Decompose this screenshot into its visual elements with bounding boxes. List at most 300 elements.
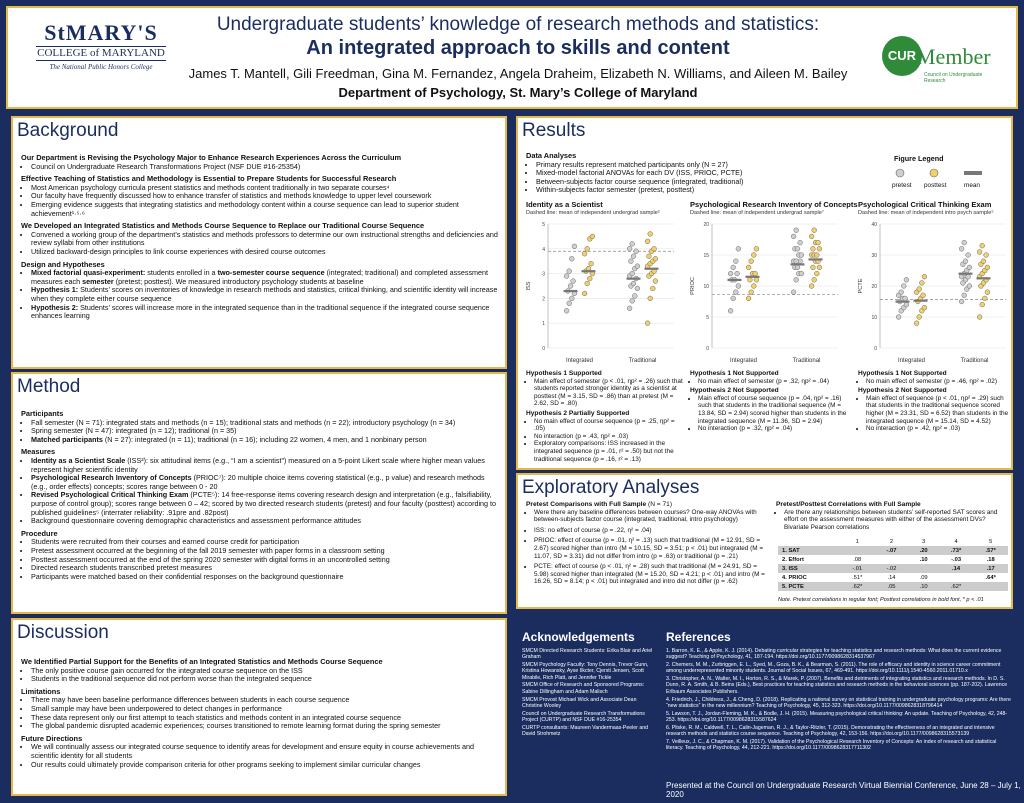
y-axis-label: PCTE [858, 278, 864, 294]
table-cell: .10 [919, 556, 928, 563]
poster-title-line1: Undergraduate students’ knowledge of research methods and statistics: [216, 14, 820, 35]
pretest-point [967, 284, 972, 289]
list-item: SMCM Directed Research Students: Erika Blair and Ariel Graham [522, 648, 653, 661]
pretest-point [966, 253, 971, 258]
posttest-point [982, 296, 987, 301]
posttest-point [753, 271, 758, 276]
table-cell: .17 [973, 564, 1008, 573]
pretest-point [627, 306, 632, 311]
list-item: • Posttest assessment occurred at the end of the spring 2020 semester with digital forms in an uncontrolled setting [31, 556, 501, 565]
background-list-2 [31, 184, 501, 218]
pcte-scatter-plot [854, 218, 1014, 368]
table-cell [908, 564, 938, 573]
pretest-point [735, 271, 740, 276]
table-cell [939, 573, 974, 582]
pretest-comparisons-list [534, 509, 768, 586]
measure-text: (ISS²): six attitudinal items (e.g., “I am a scientist”) measured on a 5-point Likert scale where higher mean values represent higher scientific identity [31, 455, 485, 474]
posttest-mean-bar [645, 268, 659, 270]
pretest-point [635, 286, 640, 291]
figure-legend-title: Figure Legend [894, 154, 944, 163]
pretest-point [736, 246, 741, 251]
design-text-e: semester [82, 276, 114, 286]
posttest-point [582, 251, 587, 256]
posttest-point [817, 246, 822, 251]
pretest-point [627, 246, 632, 251]
reference-item: 5. Lawson, T. J., Jordan-Fleming, M. K., & Bodle, J. H. (2015). Measuring psychological critical thinking: An update. Teaching of Psychology, 42, 248-253. https://doi.org/10.1177/0098628315587624 [666, 710, 1008, 723]
pretest-point [733, 259, 738, 264]
table-note: Note. Pretest correlations in regular font; Posttest correlations in bold font, * p < .01 [778, 597, 984, 603]
posttest-point [645, 321, 650, 326]
references-list [666, 648, 1014, 753]
list-item: • No interaction (p = .43, ηp² = .03) [534, 433, 684, 441]
list-item: • These data represent only our first attempt to teach statistics and methods content in an integrated course sequence [31, 714, 501, 723]
background-list-1 [31, 163, 501, 172]
posttest-point [921, 293, 926, 298]
list-item: • PRIOC: effect of course (p = .01, η² = .13) such that traditional (M = 12.91, SD = 2.67) scored higher than intro (M = 10.15, SD = 3.51; p < .01) but integrated (M = 11.07, SD = 3.31) did not differ from intro (p = .63) or traditional (p = .21) [534, 537, 768, 560]
list-item: • Directed research students transcribed pretest measures [31, 564, 501, 573]
background-heading-3: We Developed an Integrated Statistics and Methods Course Sequence to Replace our Traditional Course Sequence [21, 221, 425, 231]
design-label: Mixed factorial quasi-experiment: [31, 268, 146, 278]
list-item: • The global pandemic disrupted academic experiences; courses transitioned to remote learning format during the spring semester [31, 722, 501, 731]
y-tick-label: 10 [703, 284, 709, 290]
discussion-heading-2: Limitations [21, 686, 61, 696]
posttest-point [977, 315, 982, 320]
table-cell: -.02 [875, 564, 909, 573]
table-cell: .51* [852, 574, 863, 581]
posttest-point [811, 265, 816, 270]
legend-pretest-label: pretest [892, 182, 912, 189]
pretest-point [630, 241, 635, 246]
table-row [778, 573, 1008, 582]
design-text-d: (integrated; traditional) and completed assessment measures each [31, 268, 489, 286]
discussion-list-3 [31, 743, 501, 769]
acknowledgements-list [522, 648, 658, 739]
pretest-comparisons-heading [526, 501, 768, 509]
pretest-point [564, 274, 569, 279]
table-row-label: 2. Effort [782, 556, 804, 563]
posttest-mean-bar [809, 258, 823, 260]
table-header-cell [778, 537, 840, 546]
matched-label: Matched participants [31, 434, 103, 444]
list-item: • Main effect of sequence (p < .01, ηp² = .29) such that students in the traditional sequence scored higher (M = 23.31, SD = 6.52) than students in the integrated sequence (M = 15.14, SD = 4.52) [866, 395, 1010, 425]
pretest-point [904, 277, 909, 282]
plot3-h2: Hypothesis 2 Not Supported [858, 387, 947, 395]
background-title: Background [17, 120, 119, 141]
list-item: Council on Undergraduate Research Transformations Project (CURTP) and NSF DUE #16-25354 [522, 710, 645, 723]
posttest-point [977, 250, 982, 255]
y-tick-label: 10 [871, 315, 877, 321]
list-item: • Students in the traditional sequence did not perform worse than the integrated sequence [31, 675, 501, 684]
method-content [21, 406, 501, 581]
list-item: • Fall semester (N = 71): integrated stats and methods (n = 15); traditional stats and methods (n = 22); introductory psychology (n = 34) [31, 419, 501, 428]
x-category-label: Integrated [729, 358, 758, 364]
table-row-label: 1. SAT [778, 546, 840, 555]
pretest-comparisons [526, 501, 768, 586]
figure-legend [888, 166, 998, 180]
method-heading-participants: Participants [21, 409, 64, 418]
posttest-point [585, 281, 590, 286]
list-item [31, 269, 501, 286]
plot2-title: Psychological Research Inventory of Concepts [690, 200, 858, 209]
y-tick-label: 20 [871, 284, 877, 290]
list-item [31, 436, 501, 445]
list-item: • Convened a working group of the department’s statistics and methods professors to determine our own instructional strengths and deficiencies and review syllabi from other institutions [31, 231, 501, 248]
posttest-point [984, 253, 989, 258]
list-item: • Background questionnaire covering demographic characteristics and assessment performance attitudes [31, 517, 501, 526]
list-item [31, 491, 501, 517]
list-item: • Most American psychology curricula present statistics and methods content traditionally in two separate courses⁴ [31, 184, 501, 193]
pretest-point [959, 246, 964, 251]
list-item [31, 286, 501, 303]
posttest-point [809, 234, 814, 239]
table-cell: .64* [985, 574, 996, 581]
correlations-list [784, 509, 1008, 532]
posttest-point [585, 246, 590, 251]
plot1-h1: Hypothesis 1 Supported [526, 370, 602, 377]
correlations-heading: Pretest/Posttest Correlations with Full Sample [776, 501, 921, 508]
table-row [778, 546, 1008, 555]
y-axis-label: PRIOC [690, 277, 696, 295]
list-item: • No interaction (p = .42, ηp² = .03) [866, 425, 1010, 433]
pretest-point [630, 298, 635, 303]
list-item: • No main effect of semester (p = .46, ηp² = .02) [866, 378, 1010, 386]
plot3-h2-list [866, 395, 1010, 433]
hyp2-text: Students’ scores will increase more in the integrated sequence than in the traditional sequence if the integrated course sequence enhances learning [31, 302, 490, 321]
table-cell: .20 [908, 546, 938, 555]
measure-label: Psychological Research Inventory of Concepts [31, 473, 192, 483]
pretest-point [795, 246, 800, 251]
pretest-point [731, 296, 736, 301]
cur-sub-text: Council on Undergraduate Research [924, 72, 983, 84]
pretest-heading-text: Pretest Comparisons with Full Sample [526, 501, 647, 508]
method-panel [11, 372, 507, 614]
authors: James T. Mantell, Gili Freedman, Gina M. Fernandez, Angela Draheim, Elizabeth N. Williams, and Aileen M. Bailey [188, 66, 848, 81]
table-cell: .10 [908, 582, 938, 591]
reference-item: 1. Barron, K. E., & Apple, K. J. (2014). Debating curricular strategies for teaching statistics and research methods: What does the current evidence suggest? Teaching of Psychology, 41, 187-194. https://doi.org/10.1177/0098628314537967 [666, 648, 1002, 661]
list-item: • No interaction (p = .32, ηp² = .04) [698, 425, 850, 433]
list-item: SMCM Provost Michael Wick and Associate Dean Christine Wooley [522, 696, 637, 709]
posttest-point [809, 284, 814, 289]
design-text-c: two-semester course sequence [217, 268, 325, 278]
y-tick-label: 0 [542, 346, 545, 352]
list-item: • Main effect of semester (p < .01, ηp² = .26) such that students reported stronger identity as a scientist at posttest (M = 3.15, SD = .86) than at pretest (M = 2.62, SD = .80) [534, 378, 684, 408]
cur-member-text: Member [916, 44, 991, 69]
posttest-point [985, 265, 990, 270]
posttest-point [922, 305, 927, 310]
list-item: • Were there any baseline differences between courses? One-way ANOVAs with between-subjects factor course (integrated, traditional, intro psychology) [534, 509, 768, 524]
pretest-point [567, 269, 572, 274]
table-header-cell: 5 [989, 538, 993, 545]
posttest-point [746, 265, 751, 270]
list-item: • No main effect of course sequence (p = .25, ηp² = .05) [534, 418, 684, 433]
table-row [778, 555, 1008, 564]
hyp1-label: Hypothesis 1: [31, 285, 79, 295]
posttest-point [647, 254, 652, 259]
discussion-heading-1: We Identified Partial Support for the Benefits of an Integrated Statistics and Methods Course Sequence [21, 657, 383, 666]
results-title: Results [522, 120, 586, 141]
list-item: • No main effect of semester (p = .32, ηp² = .04) [698, 378, 850, 386]
method-title: Method [17, 376, 81, 397]
measure-label: Identity as a Scientist Scale [31, 455, 126, 465]
pretest-point [896, 315, 901, 320]
posttest-point [812, 277, 817, 282]
logo-wordmark: StMARY'S [44, 20, 158, 45]
pretest-point [791, 234, 796, 239]
list-item: • Primary results represent matched participants only (N = 27) [536, 161, 856, 170]
list-item: • Emerging evidence suggests that integrating statistics and methodology content within a course sequence can lead to superior student achievement¹·⁵·⁶ [31, 201, 501, 218]
data-analyses-heading: Data Analyses [526, 151, 577, 160]
table-row-label: 4. PRIOC [782, 574, 807, 581]
pretest-point [731, 265, 736, 270]
list-item: • Our faculty have frequently discussed how to enhance transfer of statistics and methods knowledge to upper level coursework [31, 192, 501, 201]
pretest-point [569, 296, 574, 301]
list-item: • Spring semester (N = 47): integrated (n = 12); traditional (n = 35) [31, 427, 501, 436]
pretest-point [568, 284, 573, 289]
y-tick-label: 30 [871, 253, 877, 259]
pretest-point [631, 281, 636, 286]
list-item: • ISS: no effect of course (p = .22, η² = .04) [534, 527, 768, 535]
posttest-point [648, 232, 653, 237]
reference-item: 3. Christopher, A. N., Walter, M. I., Horton, R. S., & Marek, P. (2007). Benefits and detriments of integrating statistics and research methods. In D. S. Dunn, R. A. Smith, & B. Beins (Eds.), Best practices for teaching statistics and research methods in the behavioral sciences (pp. 187-202). Lawrence Erlbaum Associates Publishers. [666, 676, 1008, 695]
pretest-point [899, 290, 904, 295]
list-item: SMCM Psychology Faculty: Tony Dennis, Trevor Gunn, Kristina Howansky, Ayse Ilkcter, Cjersti Jensen, Scott Mirabile, Rich Platt, and Jennifer Tickle [522, 662, 649, 681]
prioc-scatter-plot [686, 218, 846, 368]
pretest-mean-bar [728, 279, 742, 281]
list-item: • Pretest assessment occurred at the beginning of the fall 2019 semester with paper forms in a classroom setting [31, 547, 501, 556]
list-item: • There may have been baseline performance differences between students in each course sequence [31, 696, 501, 705]
pretest-point [629, 259, 634, 264]
table-cell: .08 [853, 556, 862, 563]
list-item: CURTP consultants: Maureen Vandermaas-Peeler and David Strohmetz [522, 724, 649, 738]
smcm-logo [36, 22, 166, 71]
list-item: • The only positive course gain occurred for the integrated course sequence on the ISS [31, 667, 501, 676]
measure-text: (PCTE⁵): 14 free-response items covering research design and interpretation (e.g., falsifiability, purpose of control group); scores range between 0 – 42; scored by two directed research students (pretest) and four faculty (posttest) according to published guidelines⁵ (interrater reliability: .91pre and .82post) [31, 490, 497, 517]
discussion-list-2 [31, 696, 501, 730]
posttest-point [648, 296, 653, 301]
pretest-point [794, 228, 799, 233]
pretest-point [572, 244, 577, 249]
posttest-point [814, 253, 819, 258]
plot2-h2-list [698, 395, 850, 433]
plot1-h1-list [534, 378, 684, 408]
plot1-subtitle: Dashed line: mean of independent undergrad sample² [526, 210, 660, 216]
department: Department of Psychology, St. Mary’s College of Maryland [338, 85, 698, 100]
pretest-point [962, 293, 967, 298]
x-category-label: Traditional [792, 358, 821, 364]
pretest-point [794, 259, 799, 264]
method-heading-measures: Measures [21, 447, 56, 457]
posttest-mean-bar [746, 276, 760, 278]
posttest-point [812, 228, 817, 233]
table-cell: .14 [939, 564, 974, 573]
pretest-point [635, 264, 640, 269]
hyp2-label: Hypothesis 2: [31, 302, 79, 312]
exploratory-title: Exploratory Analyses [522, 477, 700, 498]
list-item: • Utilized backward-design principles to link course experiences with desired course outcomes [31, 248, 501, 257]
pretest-point [631, 254, 636, 259]
posttest-point [652, 246, 657, 251]
background-heading-4: Design and Hypotheses [21, 259, 105, 269]
posttest-point [754, 246, 759, 251]
pretest-point [728, 271, 733, 276]
list-item: SMCM Office of Research and Sponsored Programs: Sabine Dillingham and Adam Malisch [522, 682, 645, 695]
poster-header [6, 6, 1018, 109]
posttest-point [917, 287, 922, 292]
posttest-point [751, 253, 756, 258]
y-axis-label: ISS [526, 281, 532, 291]
legend-pretest-marker [896, 169, 904, 177]
correlation-table [778, 537, 1008, 591]
list-item: • Council on Undergraduate Research Transformations Project (NSF DUE #16-25354) [31, 163, 501, 172]
table-row-label: 5. PCTE [778, 582, 840, 591]
pretest-point [799, 271, 804, 276]
background-heading-2: Effective Teaching of Statistics and Methodology is Essential to Prepare Students for Successful Research [21, 174, 397, 184]
table-cell: .09 [919, 574, 928, 581]
pretest-point [959, 299, 964, 304]
posttest-point [582, 291, 587, 296]
background-panel [11, 116, 507, 369]
y-tick-label: 4 [542, 246, 545, 253]
posttest-point [645, 239, 650, 244]
pretest-point [728, 308, 733, 313]
y-tick-label: 0 [874, 346, 877, 352]
procedure-list [31, 538, 501, 581]
table-cell: .14 [887, 574, 896, 581]
x-category-label: Integrated [565, 358, 594, 364]
posttest-point [746, 296, 751, 301]
plot3-subtitle: Dashed line: mean of independent intro psych sample⁵ [858, 210, 994, 216]
pretest-mean-bar [627, 278, 641, 280]
posttest-point [590, 234, 595, 239]
pretest-mean-bar [564, 290, 578, 292]
background-list-3 [31, 231, 501, 257]
pretest-point [795, 265, 800, 270]
discussion-title: Discussion [17, 622, 109, 643]
list-item: • Mixed-model factorial ANOVAs for each DV (ISS, PRIOC, PCTE) [536, 169, 856, 178]
method-heading-procedure: Procedure [21, 528, 58, 538]
table-cell [875, 555, 909, 564]
list-item: • Within-subjects factor semester (pretest, posttest) [536, 186, 856, 195]
table-row [778, 564, 1008, 573]
posttest-point [751, 284, 756, 289]
list-item [31, 474, 501, 491]
pretest-point [569, 256, 574, 261]
posttest-mean-bar [582, 270, 596, 272]
list-item [31, 304, 501, 321]
measure-text: (PRIOC⁷): 20 multiple choice items covering statistical (e.g., p value) and research methods (e.g., order effects) concepts; scores range between 0 - 20 [31, 473, 485, 491]
results-panel [516, 116, 1013, 470]
table-cell: -.01 [840, 564, 875, 573]
design-text-f: (pretest; posttest). We measured introductory psychology students at baseline [113, 276, 364, 286]
x-category-label: Traditional [628, 358, 657, 364]
y-tick-label: 1 [542, 321, 545, 328]
y-tick-label: 0 [706, 346, 709, 352]
pretest-heading-n: (N = 71) [646, 501, 673, 508]
cur-badge: CUR [882, 36, 922, 76]
list-item: • Our results could ultimately provide comparison criteria for other programs seeking to implement similar curricular changes [31, 761, 501, 770]
table-header-row [778, 537, 1008, 546]
pretest-point [634, 249, 639, 254]
pretest-mean-bar [896, 301, 910, 303]
acknowledgements-title: Acknowledgements [522, 630, 635, 644]
plot1-title: Identity as a Scientist [526, 200, 603, 209]
matched-text: (N = 27): integrated (n = 11); traditional (n = 16); including 22 women, 4 men, and 1 nonbinary person [102, 434, 427, 444]
table-cell [973, 582, 1008, 591]
pretest-point [736, 284, 741, 289]
measure-label: Revised Psychological Critical Thinking Exam [31, 490, 189, 500]
references-title: References [666, 630, 731, 644]
table-cell: .62* [939, 582, 974, 591]
plot3-h1: Hypothesis 1 Not Supported [858, 370, 947, 377]
posttest-mean-bar [977, 277, 991, 279]
iss-scatter-plot [522, 218, 682, 368]
plot3-title: Psychological Critical Thinking Exam [858, 200, 992, 209]
pretest-point [564, 308, 569, 313]
list-item: • We will continually assess our integrated course sequence to identify areas for development and ensure equity in course achievements and scientific identity for all students [31, 743, 501, 760]
pretest-point [567, 301, 572, 306]
pretest-point [571, 279, 576, 284]
pretest-point [903, 296, 908, 301]
background-heading-1: Our Department is Revising the Psychology Major to Enhance Research Experiences Across the Curriculum [21, 153, 402, 162]
cur-member-logo [880, 34, 1000, 84]
conference-footer: Presented at the Council on Undergraduate Research Virtual Biennial Conference, June 28 – July 1, 2020 [666, 781, 1021, 799]
posttest-point [653, 256, 658, 261]
pretest-point [967, 265, 972, 270]
pretest-point [630, 271, 635, 276]
posttest-point [748, 277, 753, 282]
posttest-point [653, 279, 658, 284]
discussion-list-1 [31, 667, 501, 684]
table-cell: .18 [986, 556, 995, 563]
posttest-point [811, 246, 816, 251]
pretest-point [901, 284, 906, 289]
pretest-point [799, 253, 804, 258]
pretest-point [963, 259, 968, 264]
table-cell: .57* [973, 546, 1008, 555]
posttest-point [980, 302, 985, 307]
posttest-point [917, 315, 922, 320]
pretest-point [798, 240, 803, 245]
pretest-point [794, 277, 799, 282]
plot1-h2-list [534, 418, 684, 464]
pretest-point [962, 240, 967, 245]
pretest-point [791, 290, 796, 295]
list-item: • Main effect of course sequence (p = .04, ηp² = .16) such that students in the traditional sequence (M = 13.84, SD = 2.94) scored higher than students in the integrated sequence (M = 11.36, SD = 2.94) [698, 395, 850, 425]
posttest-point [922, 274, 927, 279]
posttest-point [985, 290, 990, 295]
background-content [21, 150, 501, 321]
legend-posttest-label: posttest [924, 182, 947, 189]
list-item: • Are there any relationships between students’ self-reported SAT scores and effort on the assessment measures with either of the assessment DVs? Bivariate Pearson correlations [784, 509, 1008, 532]
posttest-point [919, 281, 924, 286]
posttest-point [981, 259, 986, 264]
poster-title-line2: An integrated approach to skills and content [306, 37, 730, 59]
plot3-results [858, 368, 1010, 433]
reference-item: 7. Veilleux, J. C., & Chapman, K. M. (2017). Validation of the Psychological Research Inventory of Concepts: An index of research and statistical literacy. Teaching of Psychology, 44, 212-221. https://doi.org/10.1177/0098628317711302 [666, 738, 997, 752]
plot2-subtitle: Dashed line: mean of independent undergrad sample⁷ [690, 210, 824, 216]
list-item: • Students were recruited from their courses and earned course credit for participation [31, 538, 501, 547]
pretest-point [904, 302, 909, 307]
list-item: • PCTE: effect of course (p < .01, η² = .28) such that traditional (M = 24.91, SD = 5.98) scored higher than integrated (M = 15.20, SD = 4.21; p < .01) and intro (M = 16.26, SD = 8.14; p < .01) but integrated and intro did not differ (p = .62) [534, 563, 768, 586]
posttest-point [749, 259, 754, 264]
plot1-h2: Hypothesis 2 Partially Supported [526, 409, 630, 417]
table-cell: -.03 [951, 556, 962, 563]
posttest-point [814, 271, 819, 276]
posttest-point [914, 321, 919, 326]
list-item: • Between-subjects factor course sequence (integrated, traditional) [536, 178, 856, 187]
legend-mean-marker [964, 171, 982, 175]
participants-list [31, 419, 501, 445]
